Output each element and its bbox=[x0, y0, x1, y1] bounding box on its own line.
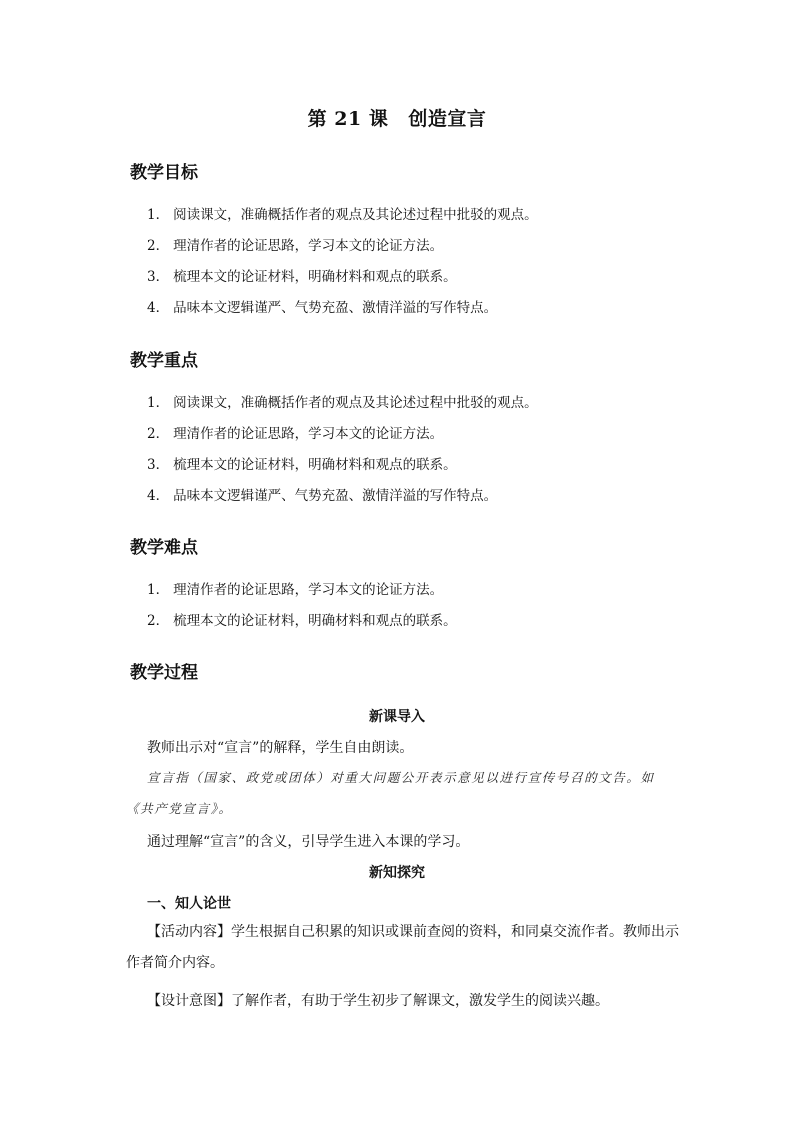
activity-paragraph bbox=[126, 917, 682, 979]
section-know-author: 一、知人论世 bbox=[147, 896, 231, 912]
definition-quote: 宣言指（国家、政党或团体）对重大问题公开表示意见以进行宣传号召的文告。如《共产党宣言》。 bbox=[126, 770, 655, 816]
intro-paragraph-2: 通过理解“宣言”的含义，引导学生进入本课的学习。 bbox=[147, 834, 470, 850]
key-point-item: 4． 品味本文逻辑谨严、气势充盈、激情洋溢的写作特点。 bbox=[147, 488, 498, 504]
objective-item: 3． 梳理本文的论证材料，明确材料和观点的联系。 bbox=[147, 269, 457, 285]
lesson-number: 第 21 课 bbox=[307, 108, 389, 130]
activity-label: 【活动内容】 bbox=[147, 924, 231, 940]
page-title bbox=[0, 104, 794, 131]
lesson-name: 创造宣言 bbox=[408, 108, 487, 130]
key-points-heading: 教学重点 bbox=[126, 350, 204, 372]
key-point-item: 2． 理清作者的论证思路，学习本文的论证方法。 bbox=[147, 426, 444, 442]
key-point-item: 3． 梳理本文的论证材料，明确材料和观点的联系。 bbox=[147, 457, 457, 473]
difficulties-heading: 教学难点 bbox=[126, 537, 204, 559]
difficulty-item: 1． 理清作者的论证思路，学习本文的论证方法。 bbox=[147, 582, 444, 598]
difficulty-item: 2． 梳理本文的论证材料，明确材料和观点的联系。 bbox=[147, 613, 457, 629]
explore-subtitle: 新知探究 bbox=[369, 865, 425, 881]
key-point-item: 1． 阅读课文，准确概括作者的观点及其论述过程中批驳的观点。 bbox=[147, 395, 538, 411]
objectives-heading: 教学目标 bbox=[126, 162, 204, 184]
process-heading: 教学过程 bbox=[126, 662, 204, 684]
objective-item: 4． 品味本文逻辑谨严、气势充盈、激情洋溢的写作特点。 bbox=[147, 300, 498, 316]
design-text: 了解作者，有助于学生初步了解课文，激发学生的阅读兴趣。 bbox=[231, 993, 609, 1009]
intro-subtitle: 新课导入 bbox=[369, 709, 425, 725]
design-paragraph bbox=[126, 986, 682, 1017]
objective-item: 1． 阅读课文，准确概括作者的观点及其论述过程中批驳的观点。 bbox=[147, 207, 538, 223]
intro-paragraph: 教师出示对“宣言”的解释，学生自由朗读。 bbox=[147, 740, 414, 756]
activity-text: 学生根据自己积累的知识或课前查阅的资料，和同桌交流作者。教师出示作者简介内容。 bbox=[126, 924, 679, 971]
design-label: 【设计意图】 bbox=[147, 993, 231, 1009]
objective-item: 2． 理清作者的论证思路，学习本文的论证方法。 bbox=[147, 238, 444, 254]
